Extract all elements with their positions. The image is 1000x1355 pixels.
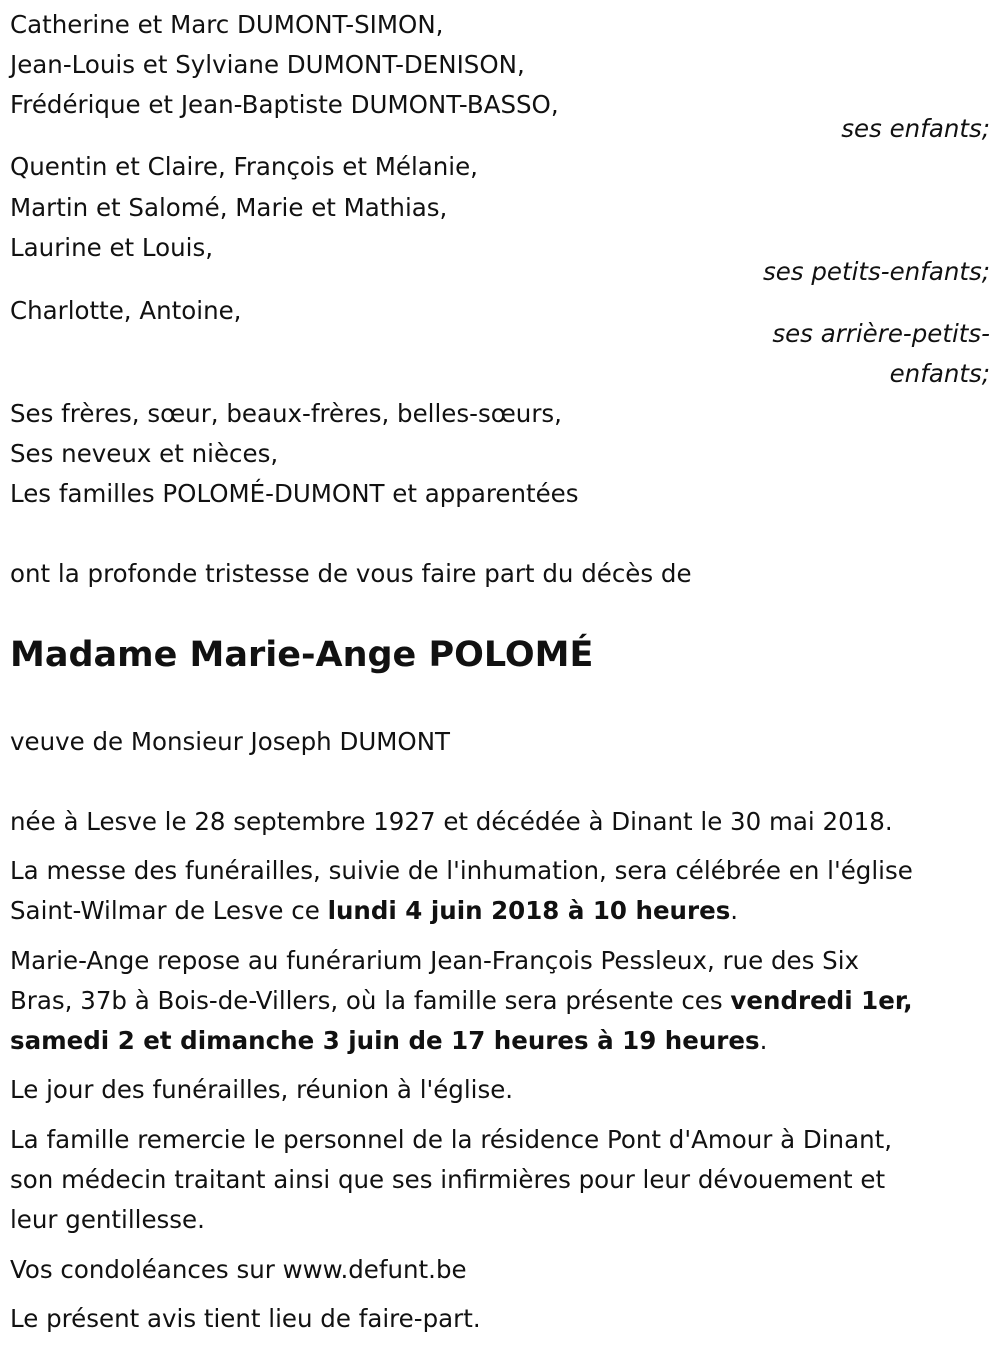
children-role: ses enfants; <box>841 114 990 143</box>
grandchildren-line-1: Quentin et Claire, François et Mélanie, <box>10 152 478 181</box>
mass-line-1: La messe des funérailles, suivie de l'inhumation, sera célébrée en l'église <box>10 856 913 885</box>
mass-line-2-pre: Saint-Wilmar de Lesve ce <box>10 896 328 925</box>
family-line-1: Ses frères, sœur, beaux-frères, belles-sœurs, <box>10 399 562 428</box>
thanks-line-3: leur gentillesse. <box>10 1205 205 1234</box>
mass-line-2-post: . <box>730 896 739 925</box>
deceased-name: Madame Marie-Ange POLOMÉ <box>10 635 594 675</box>
thanks-line-1: La famille remercie le personnel de la résidence Pont d'Amour à Dinant, <box>10 1125 893 1154</box>
grandchildren-line-2: Martin et Salomé, Marie et Mathias, <box>10 193 448 222</box>
great-grandchildren-role-2: enfants; <box>889 359 990 388</box>
great-grandchildren-line-1: Charlotte, Antoine, <box>10 296 242 325</box>
condolences-text: Vos condoléances sur www.defunt.be <box>10 1255 467 1284</box>
visitation-line-2-pre: Bras, 37b à Bois-de-Villers, où la famille sera présente ces <box>10 986 731 1015</box>
family-line-2: Ses neveux et nièces, <box>10 439 279 468</box>
visitation-days-1: vendredi 1er, <box>730 986 913 1015</box>
visitation-days-2: samedi 2 et dimanche 3 juin de 17 heures à 19 heures <box>10 1026 760 1055</box>
visitation-line-2 <box>10 981 913 1021</box>
grandchildren-line-3: Laurine et Louis, <box>10 233 214 262</box>
family-line-3: Les familles POLOMÉ-DUMONT et apparentées <box>10 479 579 508</box>
children-line-2: Jean-Louis et Sylviane DUMONT-DENISON, <box>10 50 525 79</box>
great-grandchildren-role-1: ses arrière-petits- <box>772 319 990 348</box>
visitation-line-3-post: . <box>759 1026 768 1055</box>
birth-death-text: née à Lesve le 28 septembre 1927 et décédée à Dinant le 30 mai 2018. <box>10 807 893 836</box>
announcement-text: ont la profonde tristesse de vous faire part du décès de <box>10 559 692 588</box>
children-line-3: Frédérique et Jean-Baptiste DUMONT-BASSO, <box>10 90 559 119</box>
children-line-1: Catherine et Marc DUMONT-SIMON, <box>10 10 444 39</box>
widow-of-text: veuve de Monsieur Joseph DUMONT <box>10 727 450 756</box>
mass-line-2 <box>10 891 738 931</box>
meeting-text: Le jour des funérailles, réunion à l'église. <box>10 1075 514 1104</box>
notice-text: Le présent avis tient lieu de faire-part. <box>10 1304 481 1333</box>
grandchildren-role: ses petits-enfants; <box>762 257 990 286</box>
visitation-line-3 <box>10 1021 767 1061</box>
visitation-line-1: Marie-Ange repose au funérarium Jean-François Pessleux, rue des Six <box>10 946 860 975</box>
thanks-line-2: son médecin traitant ainsi que ses infirmières pour leur dévouement et <box>10 1165 886 1194</box>
mass-date-time: lundi 4 juin 2018 à 10 heures <box>327 896 731 925</box>
